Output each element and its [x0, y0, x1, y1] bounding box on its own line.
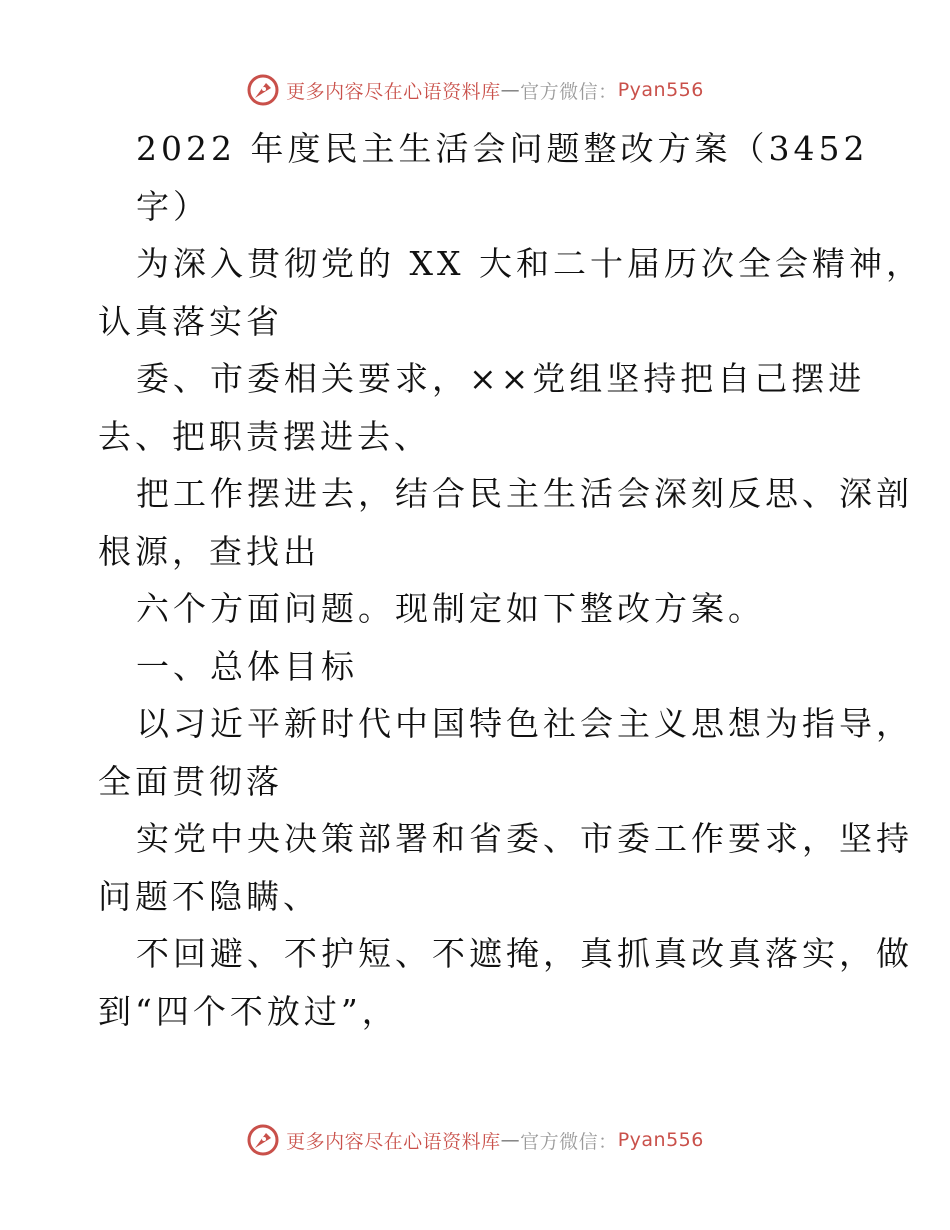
document-title-cont: 字） [136, 186, 210, 226]
paragraph-line: 六个方面问题。现制定如下整改方案。 [136, 589, 765, 628]
watermark-id: Pyan556 [617, 1129, 704, 1151]
paragraph-line: 把工作摆进去，结合民主生活会深刻反思、深剖 [136, 474, 913, 513]
pen-nib-logo-icon [246, 73, 280, 107]
paragraph-line: 全面贯彻落 [98, 761, 283, 801]
paragraph-line: 去、把职责摆进去、 [98, 416, 431, 456]
paragraph-line: 为深入贯彻党的 XX 大和二十届历次全会精神， [136, 244, 923, 283]
paragraph-line: 到“四个不放过”， [98, 991, 399, 1031]
document-body [98, 126, 923, 1046]
watermark-footer [0, 1120, 950, 1160]
paragraph-line: 以习近平新时代中国特色社会主义思想为指导， [136, 704, 913, 743]
pen-nib-logo-icon [246, 1123, 280, 1157]
watermark-label: 官方微信： [520, 1130, 618, 1153]
watermark-label: 官方微信： [520, 80, 618, 103]
paragraph-line: 认真落实省 [98, 301, 283, 341]
paragraph-line: 实党中央决策部署和省委、市委工作要求，坚持 [136, 819, 913, 858]
paragraph-line: 根源，查找出 [98, 531, 320, 571]
paragraph-line: 委、市委相关要求，××党组坚持把自己摆进 [136, 359, 866, 398]
watermark-id: Pyan556 [617, 79, 704, 101]
watermark-text: 更多内容尽在心语资料库 [286, 80, 501, 103]
watermark-dash: — [500, 1129, 521, 1151]
paragraph-line: 问题不隐瞒、 [98, 876, 320, 916]
section-heading: 一、总体目标 [136, 646, 358, 686]
paragraph-line: 不回避、不护短、不遮掩，真抓真改真落实，做 [136, 934, 913, 973]
watermark-dash: — [500, 79, 521, 101]
watermark-header [0, 70, 950, 110]
document-title: 2022 年度民主生活会问题整改方案（3452 [136, 129, 869, 168]
watermark-text: 更多内容尽在心语资料库 [286, 1130, 501, 1153]
